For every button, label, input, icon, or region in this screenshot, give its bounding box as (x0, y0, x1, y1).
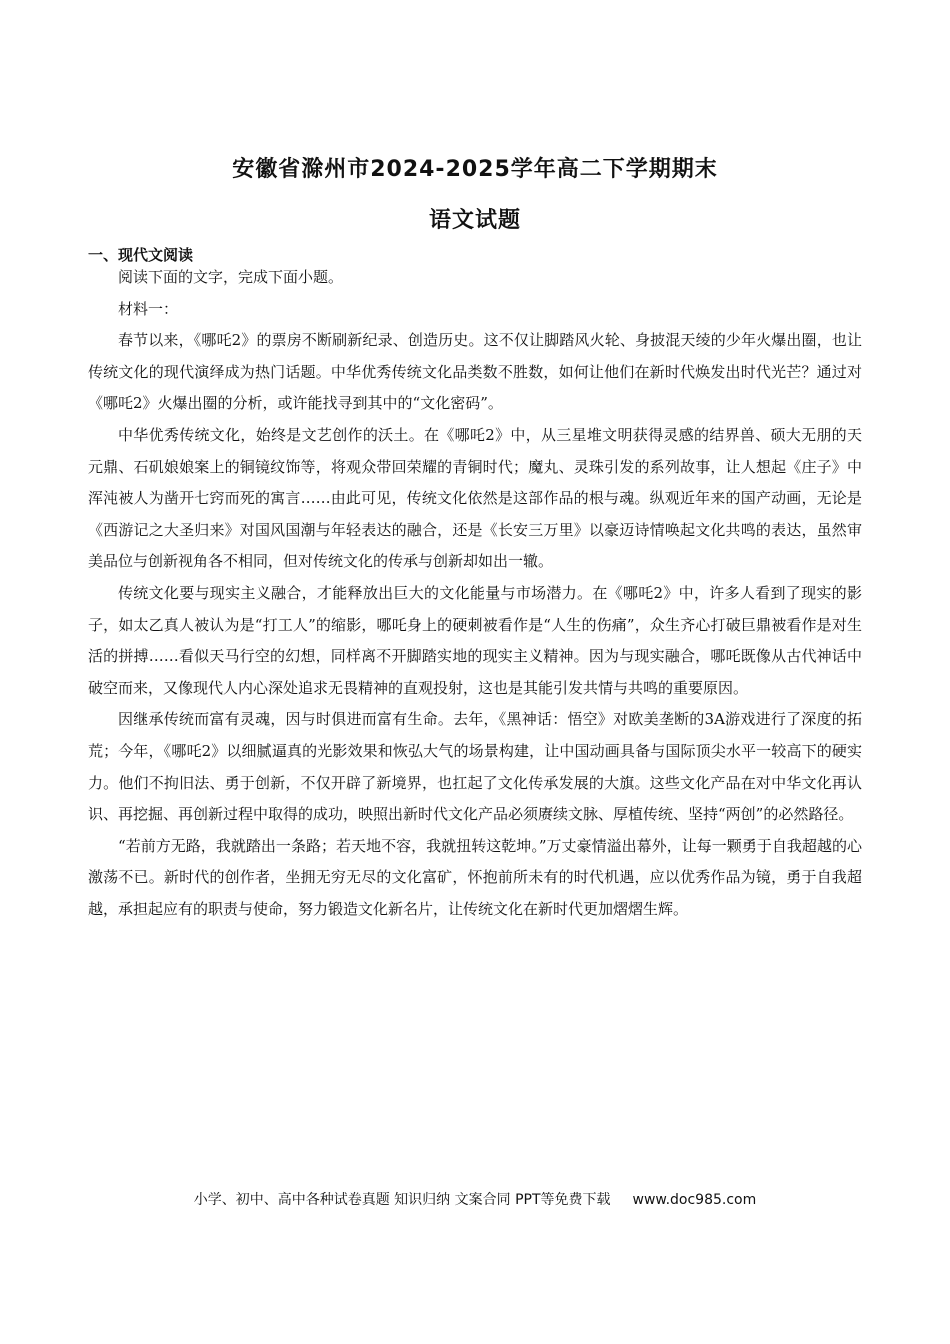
reading-content (88, 262, 862, 925)
page-footer (0, 1189, 950, 1209)
document-subtitle: 语文试题 (428, 208, 521, 233)
paragraph: 传统文化要与现实主义融合，才能释放出巨大的文化能量与市场潜力。在《哪吒2》中，许多人看到了现实的影子，如太乙真人被认为是“打工人”的缩影，哪吒身上的硬刺被看作是“人生的伤痛”，众生齐心打破巨鼎被看作是对生活的拼搏……看似天马行空的幻想，同样离不开脚踏实地的现实主义精神。因为与现实融合，哪吒既像从古代神话中破空而来，又像现代人内心深处追求无畏精神的直观投射，这也是其能引发共情与共鸣的重要原因。 (88, 583, 862, 697)
section-heading: 一、现代文阅读 (88, 246, 194, 264)
footer-text: 小学、初中、高中各种试卷真题 知识归纳 文案合同 PPT等免费下载 (193, 1192, 611, 1208)
material-label: 材料一： (118, 299, 179, 318)
footer-url[interactable]: www.doc985.com (632, 1192, 757, 1208)
paragraph: 中华优秀传统文化，始终是文艺创作的沃土。在《哪吒2》中，从三星堆文明获得灵感的结界兽、硕大无朋的天元鼎、石矶娘娘案上的铜镜纹饰等，将观众带回荣耀的青铜时代；魔丸、灵珠引发的系列故事，让人想起《庄子》中浑沌被人为凿开七窍而死的寓言……由此可见，传统文化依然是这部作品的根与魂。纵观近年来的国产动画，无论是《西游记之大圣归来》对国风国潮与年轻表达的融合，还是《长安三万里》以豪迈诗情唤起文化共鸣的表达，虽然审美品位与创新视角各不相同，但对传统文化的传承与创新却如出一辙。 (88, 425, 862, 571)
document-title: 安徽省滁州市2024-2025学年高二下学期期末 (232, 157, 718, 182)
paragraph: 因继承传统而富有灵魂，因与时俱进而富有生命。去年，《黑神话：悟空》对欧美垄断的3A游戏进行了深度的拓荒；今年，《哪吒2》以细腻逼真的光影效果和恢弘大气的场景构建，让中国动画具备与国际顶尖水平一较高下的硬实力。他们不拘旧法、勇于创新，不仅开辟了新境界，也扛起了文化传承发展的大旗。这些文化产品在对中华文化再认识、再挖掘、再创新过程中取得的成功，映照出新时代文化产品必须赓续文脉、厚植传统、坚持“两创”的必然路径。 (88, 710, 862, 824)
paragraph: “若前方无路，我就踏出一条路；若天地不容，我就扭转这乾坤。”万丈豪情溢出幕外，让每一颗勇于自我超越的心激荡不已。新时代的创作者，坐拥无穷无尽的文化富矿，怀抱前所未有的时代机遇，应以优秀作品为镜，勇于自我超越，承担起应有的职责与使命，努力锻造文化新名片，让传统文化在新时代更加熠熠生辉。 (88, 836, 862, 918)
instruction-text: 阅读下面的文字，完成下面小题。 (118, 268, 344, 286)
paragraph: 春节以来，《哪吒2》的票房不断刷新纪录、创造历史。这不仅让脚踏风火轮、身披混天绫的少年火爆出圈，也让传统文化的现代演绎成为热门话题。中华优秀传统文化品类数不胜数，如何让他们在新时代焕发出时代光芒？通过对《哪吒2》火爆出圈的分析，或许能找寻到其中的“文化密码”。 (88, 331, 862, 413)
